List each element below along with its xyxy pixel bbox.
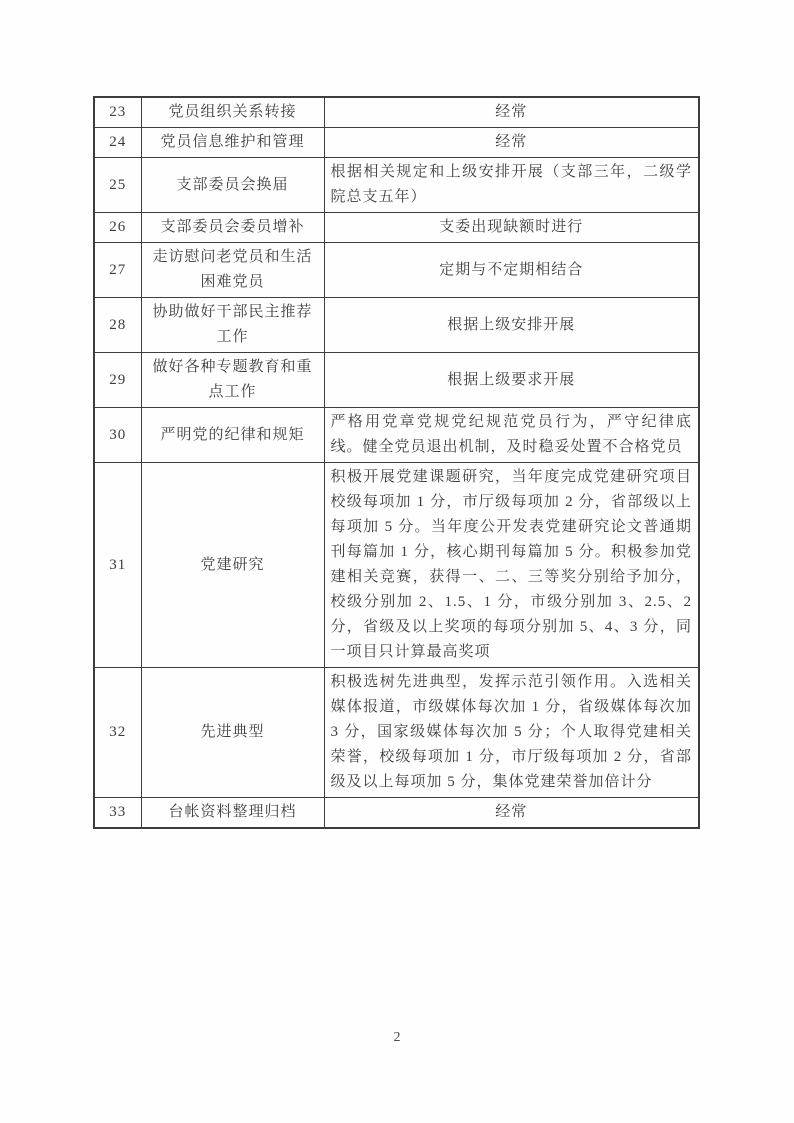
item-desc-cell: 经常	[324, 798, 699, 829]
item-desc-cell: 经常	[324, 128, 699, 158]
item-desc-cell: 积极开展党建课题研究，当年度完成党建研究项目校级每项加 1 分，市厅级每项加 2 分，省部级以上每项加 5 分。当年度公开发表党建研究论文普通期刊每篇加 1 分，核心期刊每篇加 5 分。积极参加党建相关竞赛，获得一、二、三等奖分别给予加分，校级分别加 2、1.5、1 分，市级分别加 3、2.5、2 分，省级及以上奖项的每项分别加 5、4、3 分，同一项目只计算最高奖项	[324, 463, 699, 668]
item-desc-cell: 根据相关规定和上级安排开展（支部三年，二级学院总支五年）	[324, 158, 699, 213]
item-name-cell: 党建研究	[141, 463, 324, 668]
row-number-cell: 24	[94, 128, 141, 158]
item-name-cell: 台帐资料整理归档	[141, 798, 324, 829]
table-row	[94, 128, 699, 158]
item-desc-cell: 根据上级要求开展	[324, 353, 699, 408]
table-row	[94, 408, 699, 463]
item-name-cell: 先进典型	[141, 668, 324, 798]
item-desc-cell: 支委出现缺额时进行	[324, 213, 699, 243]
table-row	[94, 463, 699, 668]
row-number-cell: 28	[94, 298, 141, 353]
row-number-cell: 30	[94, 408, 141, 463]
item-name-cell: 支部委员会换届	[141, 158, 324, 213]
work-items-table	[93, 96, 700, 829]
row-number-cell: 32	[94, 668, 141, 798]
item-name-cell: 做好各种专题教育和重点工作	[141, 353, 324, 408]
table-row	[94, 213, 699, 243]
item-name-cell: 协助做好干部民主推荐工作	[141, 298, 324, 353]
item-name-cell: 严明党的纪律和规矩	[141, 408, 324, 463]
item-desc-cell: 严格用党章党规党纪规范党员行为，严守纪律底线。健全党员退出机制，及时稳妥处置不合格党员	[324, 408, 699, 463]
row-number-cell: 33	[94, 798, 141, 829]
row-number-cell: 29	[94, 353, 141, 408]
row-number-cell: 25	[94, 158, 141, 213]
table-row	[94, 298, 699, 353]
row-number-cell: 23	[94, 97, 141, 128]
item-name-cell: 党员组织关系转接	[141, 97, 324, 128]
table-row	[94, 668, 699, 798]
item-name-cell: 支部委员会委员增补	[141, 213, 324, 243]
item-desc-cell: 经常	[324, 97, 699, 128]
row-number-cell: 26	[94, 213, 141, 243]
table-row	[94, 798, 699, 829]
item-desc-cell: 积极选树先进典型，发挥示范引领作用。入选相关媒体报道，市级媒体每次加 1 分，省级媒体每次加 3 分，国家级媒体每次加 5 分；个人取得党建相关荣誉，校级每项加 1 分，市厅级每项加 2 分，省部级及以上每项加 5 分，集体党建荣誉加倍计分	[324, 668, 699, 798]
item-desc-cell: 根据上级安排开展	[324, 298, 699, 353]
table-row	[94, 97, 699, 128]
table-row	[94, 243, 699, 298]
table-row	[94, 158, 699, 213]
item-desc-cell: 定期与不定期相结合	[324, 243, 699, 298]
row-number-cell: 31	[94, 463, 141, 668]
item-name-cell: 党员信息维护和管理	[141, 128, 324, 158]
row-number-cell: 27	[94, 243, 141, 298]
table-row	[94, 353, 699, 408]
page-number: 2	[393, 1030, 401, 1045]
item-name-cell: 走访慰问老党员和生活困难党员	[141, 243, 324, 298]
